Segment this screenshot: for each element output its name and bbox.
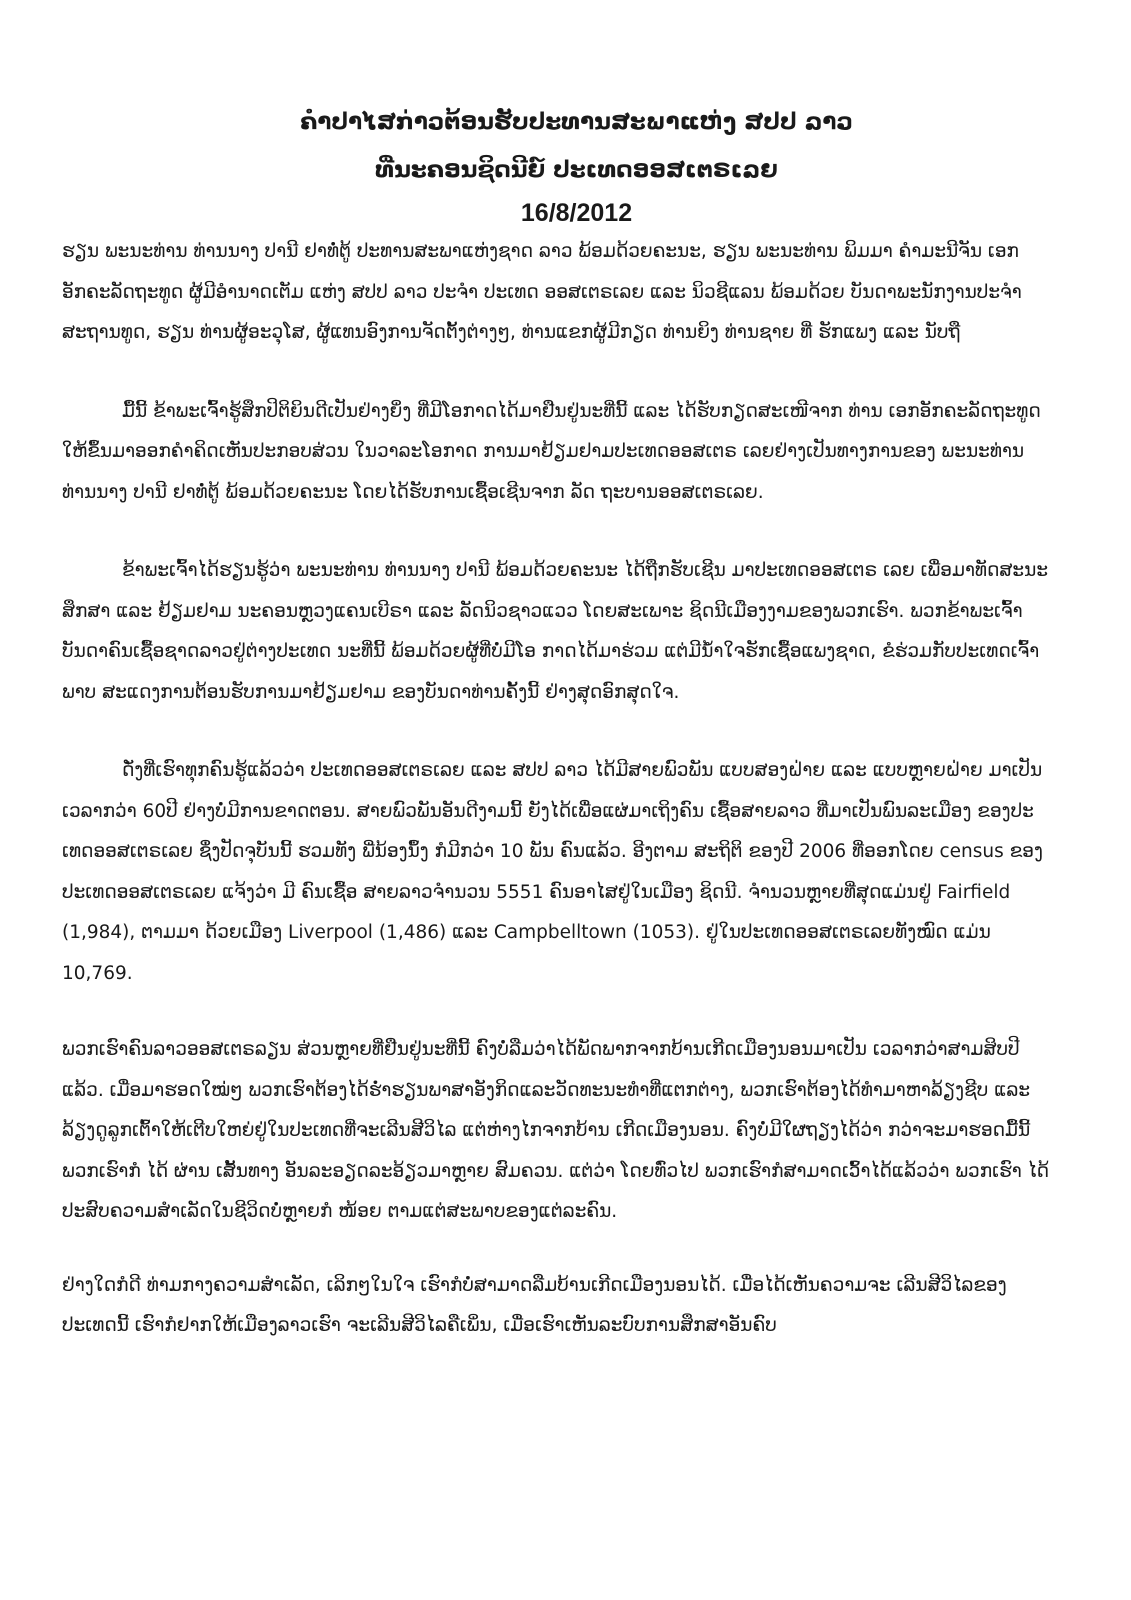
paragraph-community: ພວກເຮົາຄົນລາວອອສເຕຣລຽນ ສ່ວນຫຼາຍທີ່ຢືນຢູ່ນະທີ່ນີ້ ຄົງບໍ່ລືມວ່າໄດ້ພັດພາກຈາກບ້ານເກີດເມືອງນອນມາເປັນ ເວລາກວ່າສາມສິບປີແລ້ວ. ເມື່ອມາຮອດໃໝ່ໆ ພວກເຮົາຕ້ອງໄດ້ຮໍ່າຮຽນພາສາອັງກິດແລະວັດທະນະທຳທີ່ແຕກຕ່າງ, ພວກເຮົາຕ້ອງໄດ້ທຳມາຫາລ້ຽງຊີບ ແລະ ລ້ຽງດູລູກເຕົ້າໃຫ້ເຕີບໃຫຍ່ຢູ່ໃນປະເທດທີ່ຈະເລີນສີວິໄລ ແຕ່ຫ່າງໄກຈາກບ້ານ ເກີດເມືອງນອນ. ຄົງບໍ່ມີໃຜຖຽງໄດ້ວ່າ ກວ່າຈະມາຮອດມື້ນີ້ ພວກເຮົາກໍ ໄດ້ ຜ່ານ ເສັ້ນທາງ ອັນລະອຽດລະອ້ຽວມາຫຼາຍ ສົມຄວນ. ແຕ່ວ່າ ໂດຍທົ່ວໄປ ພວກເຮົາກໍສາມາດເວົ້າໄດ້ແລ້ວວ່າ ພວກເຮົາ ໄດ້ປະສົບຄວາມສຳເລັດໃນຊີວິດບໍ່ຫຼາຍກໍ ໜ້ອຍ ຕາມແຕ່ສະພາບຂອງແຕ່ລະຄົນ. <box>62 1039 1050 1222</box>
title-block <box>92 98 1061 232</box>
paragraph-homeland: ຢ່າງໃດກໍດີ ທ່າມກາງຄວາມສຳເລັດ, ເລິກໆໃນໃຈ ເຮົາກໍບໍ່ສາມາດລືມບ້ານເກີດເມືອງນອນໄດ້. ເມື່ອໄດ້ເຫັນຄວາມຈະ ເລີນສີວິໄລຂອງປະເທດນີ້ ເຮົາກໍຢາກໃຫ້ເມືອງລາວເຮົາ ຈະເລີນສີວິໄລຄືເພິ່ນ, ເມື່ອເຮົາເຫັນລະບົບການສຶກສາອັນຄົບ <box>62 1274 1007 1336</box>
paragraph-opening: ມື້ນີ້ ຂ້າພະເຈົ້າຮູ້ສຶກປິຕິຍິນດີເປັນຢ່າງຍິ່ງ ທີ່ມີໂອກາດໄດ້ມາຢືນຢູ່ນະທີ່ນີ້ ແລະ ໄດ້ຮັບກຽດສະເໜີຈາກ ທ່ານ ເອກອັກຄະລັດຖະທູດ ໃຫ້ຂຶ້ນມາອອກຄຳຄິດເຫັນປະກອບສ່ວນ ໃນວາລະໂອກາດ ການມາຢ້ຽມຢາມປະເທດອອສເຕຣ ເລຍຢ່າງເປັນທາງການຂອງ ພະນະທ່ານ ທ່ານນາງ ປານີ ຢາທໍ່ຕູ້ ພ້ອມດ້ວຍຄະນະ ໂດຍໄດ້ຮັບການເຊື້ອເຊີນຈາກ ລັດ ຖະບານອອສເຕຣເລຍ. <box>62 400 1041 503</box>
speech-date: 16/8/2012 <box>520 199 633 227</box>
paragraph-relations: ດັ່ງທີ່ເຮົາທຸກຄົນຮູ້ແລ້ວວ່າ ປະເທດອອສເຕຣເລຍ ແລະ ສປປ ລາວ ໄດ້ມີສາຍພົວພັນ ແບບສອງຝ່າຍ ແລະ ແບບຫຼາຍຝ່າຍ ມາເປັນເວລາກວ່າ 60ປີ ຢ່າງບໍ່ມີການຂາດຕອນ. ສາຍພົວພັນອັນດີງາມນີ້ ຍັງໄດ້ເພື່ອແຜ່ມາເຖິງຄົນ ເຊື້ອສາຍລາວ ທີ່ມາເປັນພົນລະເມືອງ ຂອງປະເທດອອສເຕຣເລຍ ຊຶ່ງປັດຈຸບັນນີ້ ຮວມທັງ ພີ່ນ້ອງນ້ຶງ ກໍມີກວ່າ 10 ພັນ ຄົນແລ້ວ. ອີງຕາມ ສະຖິຕິ ຂອງປີ 2006 ທີ່ອອກໂດຍ census ຂອງປະເທດອອສເຕຣເລຍ ແຈ້ງວ່າ ມີ ຄົນເຊື້ອ ສາຍລາວຈຳນວນ 5551 ຄົນອາໄສຢູ່ໃນເມືອງ ຊິດນີ. ຈຳນວນຫຼາຍທີ່ສຸດແມ່ນຢູ່ Fairfield (1,984), ຕາມມາ ດ້ວຍເມືອງ Liverpool (1,486) ແລະ Campbelltown (1053). ຢູ່ໃນປະເທດອອສເຕຣເລຍທັງໝົດ ແມ່ນ 10,769. <box>62 760 1043 984</box>
paragraph-salutation: ຮຽນ ພະນະທ່ານ ທ່ານນາງ ປານີ ຢາທໍ່ຕູ້ ປະທານສະພາແຫ່ງຊາດ ລາວ ພ້ອມດ້ວຍຄະນະ, ຮຽນ ພະນະທ່ານ ພິມມາ ຄຳມະນີຈັນ ເອກອັກຄະລັດຖະທູດ ຜູ້ມີອຳນາດເຕັມ ແຫ່ງ ສປປ ລາວ ປະຈຳ ປະເທດ ອອສເຕຣເລຍ ແລະ ນິວຊີແລນ ພ້ອມດ້ວຍ ບັນດາພະນັກງານປະຈຳສະຖານທູດ, ຮຽນ ທ່ານຜູ້ອະວຸໂສ, ຜູ້ແທນອົງການຈັດຕັ້ງຕ່າງໆ, ທ່ານແຂກຜູ້ມີກຽດ ທ່ານຍິງ ທ່ານຊາຍ ທີ່ ຮັກແພງ ແລະ ນັບຖື <box>62 241 1022 343</box>
paragraph-visit: ຂ້າພະເຈົ້າໄດ້ຮຽນຮູ້ວ່າ ພະນະທ່ານ ທ່ານນາງ ປານີ ພ້ອມດ້ວຍຄະນະ ໄດ້ຖືກຮັບເຊີນ ມາປະເທດອອສເຕຣ ເລຍ ເພື່ອມາທັດສະນະສຶກສາ ແລະ ຢ້ຽມຢາມ ນະຄອນຫຼວງແຄນເບີຣາ ແລະ ລັດນິວຊາວແວວ ໂດຍສະເພາະ ຊິດນີເມືອງງາມຂອງພວກເຮົາ. ພວກຂ້າພະເຈົ້າ ບັນດາຄົນເຊື້ອຊາດລາວຢູ່ຕ່າງປະເທດ ນະທີ່ນີ້ ພ້ອມດ້ວຍຜູ້ທີ່ບໍ່ມີໂອ ກາດໄດ້ມາຮ່ວມ ແຕ່ມີນ້ຳໃຈຮັກເຊື້ອແພງຊາດ, ຂໍຮ່ວມກັບປະເທດເຈົ້າພາບ ສະແດງການຕ້ອນຮັບການມາຢ້ຽມຢາມ ຂອງບັນດາທ່ານຄັ້ງນີ້ ຢ່າງສຸດອົກສຸດໃຈ. <box>62 560 1049 703</box>
speech-title: ຄຳປາໄສກ່າວຕ້ອນຮັບປະທານສະພາແຫ່ງ ສປປ ລາວ <box>300 109 853 135</box>
speech-location: ທີ່ນະຄອນຊິດນີຍ໌ ປະເທດອອສເຕຣເລຍ <box>375 157 778 183</box>
